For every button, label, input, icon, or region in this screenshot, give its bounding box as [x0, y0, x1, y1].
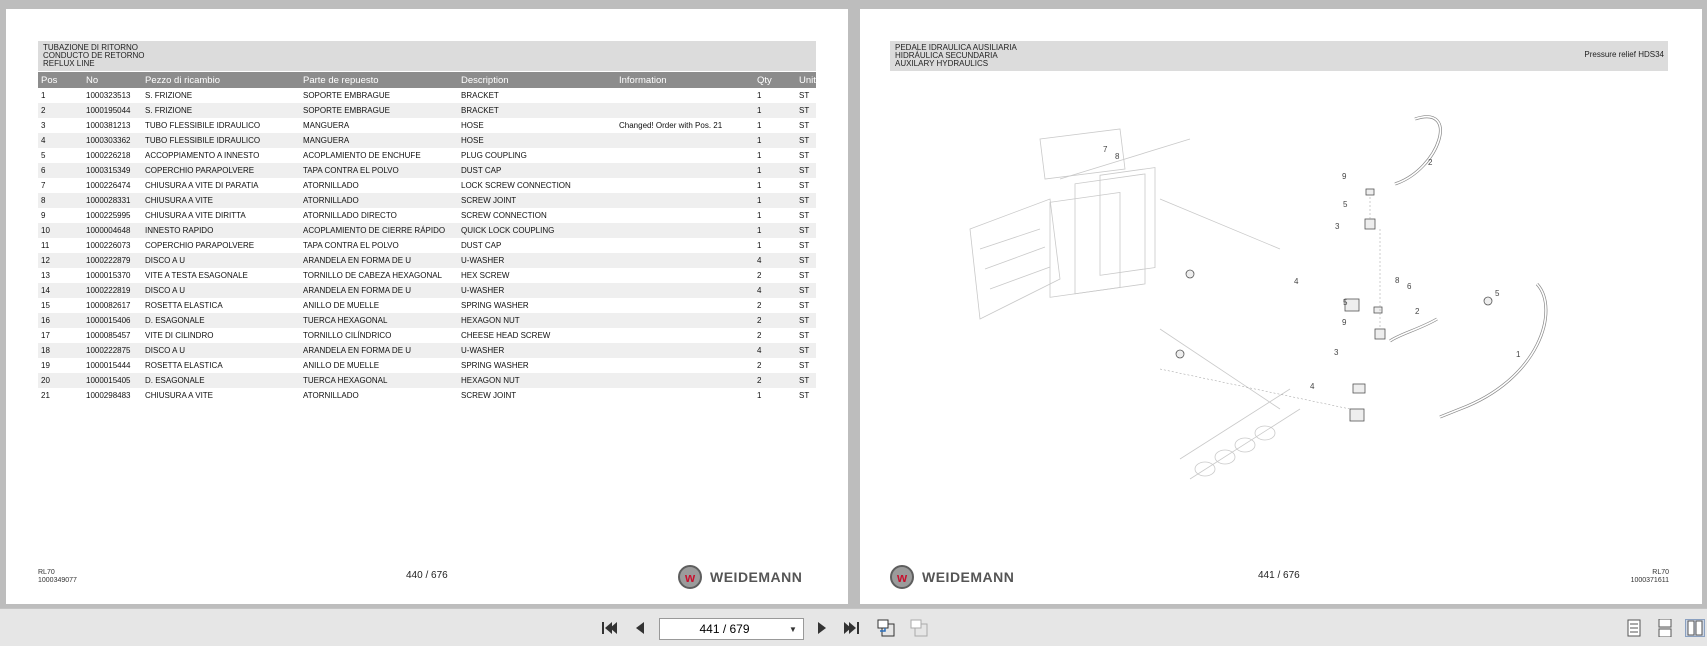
- cell-pos: 18: [38, 343, 83, 358]
- cell-en: SCREW JOINT: [461, 391, 517, 400]
- table-row: [38, 118, 816, 133]
- left-weidemann-logo: [678, 565, 802, 589]
- cell-unit: ST: [799, 331, 810, 340]
- cell-pos: 9: [41, 211, 46, 220]
- cell-unit: ST: [796, 313, 816, 328]
- diagram-hoses: [1390, 117, 1546, 417]
- col-qty: Qty: [754, 72, 796, 88]
- cell-en: QUICK LOCK COUPLING: [458, 223, 616, 238]
- cell-es: ANILLO DE MUELLE: [303, 301, 380, 310]
- cell-info: [616, 193, 754, 208]
- cell-en: CHEESE HEAD SCREW: [461, 331, 551, 340]
- continuous-view-button[interactable]: [1655, 619, 1675, 637]
- cell-pos: 3: [41, 121, 46, 130]
- cell-qty: 2: [754, 373, 796, 388]
- cell-pos: 8: [38, 193, 83, 208]
- callout-8b: 8: [1395, 276, 1400, 285]
- cell-info: [616, 238, 754, 253]
- cell-it: DISCO A U: [142, 283, 300, 298]
- right-page: [860, 9, 1702, 604]
- cell-unit: ST: [799, 241, 810, 250]
- table-row: [38, 88, 816, 103]
- table-row: [38, 388, 816, 403]
- two-page-view-button[interactable]: [1685, 619, 1705, 637]
- callout-4b: 4: [1310, 382, 1315, 391]
- current-page-value: 441 / 679: [699, 622, 750, 636]
- cell-en: BRACKET: [458, 103, 616, 118]
- cell-unit: ST: [799, 121, 810, 130]
- right-footer-number: 1000371611: [1630, 577, 1669, 584]
- cell-pos: 13: [41, 271, 50, 280]
- cell-en: LOCK SCREW CONNECTION: [461, 181, 571, 190]
- cell-qty: 1: [757, 151, 762, 160]
- col-unit: Unit: [796, 72, 816, 88]
- callout-5b: 5: [1495, 289, 1500, 298]
- table-row: [38, 103, 816, 118]
- brand-name: WEIDEMANN: [922, 569, 1015, 585]
- cell-en: HEXAGON NUT: [458, 373, 616, 388]
- cell-en: U-WASHER: [458, 283, 616, 298]
- cell-no: 1000222819: [83, 283, 142, 298]
- cell-unit: ST: [799, 271, 810, 280]
- cell-it: S. FRIZIONE: [142, 103, 300, 118]
- brand-name: WEIDEMANN: [710, 569, 803, 585]
- cell-es: ATORNILLADO: [300, 193, 458, 208]
- table-row: [38, 253, 816, 268]
- cell-it: CHIUSURA A VITE: [145, 391, 214, 400]
- cell-qty: 4: [754, 283, 796, 298]
- cell-info: [616, 88, 754, 103]
- left-footer-model: RL70: [38, 569, 55, 576]
- cell-es: ATORNILLADO: [303, 181, 359, 190]
- viewer-toolbar: [0, 608, 1707, 646]
- callout-6: 6: [1407, 282, 1412, 291]
- cell-es: ARANDELA EN FORMA DE U: [300, 283, 458, 298]
- cell-no: 1000222879: [83, 253, 142, 268]
- cell-no: 1000323513: [86, 91, 131, 100]
- cell-pos: 7: [41, 181, 46, 190]
- table-row: [38, 313, 816, 328]
- cell-en: HOSE: [461, 121, 484, 130]
- callout-5: 5: [1343, 200, 1348, 209]
- single-page-icon: [1626, 619, 1642, 637]
- col-pos: Pos: [38, 72, 83, 88]
- header-line-es: CONDUCTO DE RETORNO: [43, 51, 145, 60]
- parts-table-body: [38, 88, 816, 403]
- cell-es: TAPA CONTRA EL POLVO: [303, 241, 399, 250]
- header-line-en: REFLUX LINE: [43, 59, 95, 68]
- callout-8: 8: [1115, 152, 1120, 161]
- next-page-button[interactable]: [812, 619, 832, 637]
- cell-es: SOPORTE EMBRAGUE: [300, 103, 458, 118]
- cell-qty: 2: [757, 301, 762, 310]
- cell-qty: 2: [757, 331, 762, 340]
- continuous-page-icon: [1657, 619, 1673, 637]
- callout-1: 1: [1516, 350, 1521, 359]
- cell-info: [616, 223, 754, 238]
- right-footer-code: [1631, 569, 1669, 585]
- cell-info: [616, 283, 754, 298]
- cell-es: ANILLO DE MUELLE: [303, 361, 380, 370]
- chevron-down-icon[interactable]: ▼: [789, 624, 797, 634]
- cell-es: TUERCA HEXAGONAL: [300, 373, 458, 388]
- table-row: [38, 148, 816, 163]
- cell-unit: ST: [796, 133, 816, 148]
- callout-3b: 3: [1334, 348, 1339, 357]
- table-row: [38, 238, 816, 253]
- right-page-number: 441 / 676: [1258, 570, 1300, 581]
- cell-qty: 2: [757, 361, 762, 370]
- table-row: [38, 328, 816, 343]
- table-row: [38, 373, 816, 388]
- cell-qty: 1: [754, 193, 796, 208]
- cell-pos: 4: [38, 133, 83, 148]
- cell-en: SPRING WASHER: [461, 361, 529, 370]
- left-page: [6, 9, 848, 604]
- table-row: [38, 208, 816, 223]
- cell-qty: 4: [754, 253, 796, 268]
- parts-table-header: [38, 72, 816, 88]
- cell-qty: 1: [754, 223, 796, 238]
- cell-unit: ST: [799, 361, 810, 370]
- cell-unit: ST: [799, 151, 810, 160]
- cell-info: Changed! Order with Pos. 21: [619, 121, 723, 130]
- cell-qty: 1: [757, 91, 762, 100]
- exploded-parts-diagram: [860, 79, 1702, 539]
- cell-pos: 1: [41, 91, 46, 100]
- cell-it: DISCO A U: [142, 343, 300, 358]
- cell-pos: 12: [38, 253, 83, 268]
- cell-pos: 20: [38, 373, 83, 388]
- table-row: [38, 298, 816, 313]
- cell-it: D. ESAGONALE: [142, 373, 300, 388]
- cell-en: SCREW CONNECTION: [461, 211, 547, 220]
- cell-it: D. ESAGONALE: [142, 313, 300, 328]
- cell-info: [616, 268, 754, 283]
- cell-en: U-WASHER: [458, 253, 616, 268]
- cell-en: DUST CAP: [458, 163, 616, 178]
- cell-en: DUST CAP: [461, 241, 502, 250]
- last-page-icon: [843, 620, 861, 636]
- cell-qty: 1: [757, 211, 762, 220]
- cell-en: BRACKET: [461, 91, 499, 100]
- weidemann-emblem-icon: w: [890, 565, 914, 589]
- table-row: [38, 178, 816, 193]
- cell-it: VITE A TESTA ESAGONALE: [145, 271, 248, 280]
- callout-9b: 9: [1342, 318, 1347, 327]
- cell-pos: 16: [38, 313, 83, 328]
- cell-qty: 1: [754, 163, 796, 178]
- cell-it: DISCO A U: [142, 253, 300, 268]
- cell-es: ACOPLAMIENTO DE ENCHUFE: [303, 151, 421, 160]
- cell-no: 1000195044: [83, 103, 142, 118]
- callout-7: 7: [1103, 145, 1108, 154]
- cell-qty: 2: [754, 313, 796, 328]
- cell-info: [616, 103, 754, 118]
- cell-es: TUERCA HEXAGONAL: [300, 313, 458, 328]
- cell-qty: 2: [757, 271, 762, 280]
- cell-es: TORNILLO DE CABEZA HEXAGONAL: [303, 271, 443, 280]
- cell-en: PLUG COUPLING: [461, 151, 527, 160]
- cell-it: CHIUSURA A VITE DIRITTA: [145, 211, 246, 220]
- cell-it: TUBO FLESSIBILE IDRAULICO: [142, 133, 300, 148]
- left-page-number: 440 / 676: [406, 570, 448, 581]
- cell-en: U-WASHER: [458, 343, 616, 358]
- cell-unit: ST: [796, 163, 816, 178]
- cell-en: SCREW JOINT: [458, 193, 616, 208]
- cell-es: ARANDELA EN FORMA DE U: [300, 343, 458, 358]
- callout-3: 3: [1335, 222, 1340, 231]
- cell-pos: 15: [41, 301, 50, 310]
- cell-info: [616, 313, 754, 328]
- last-page-button[interactable]: [842, 619, 862, 637]
- cell-pos: 10: [38, 223, 83, 238]
- table-row: [38, 133, 816, 148]
- cell-es: MANGUERA: [303, 121, 350, 130]
- cell-unit: ST: [796, 103, 816, 118]
- left-footer-number: 1000349077: [38, 577, 77, 584]
- cell-no: 1000015370: [86, 271, 131, 280]
- cell-unit: ST: [799, 391, 810, 400]
- cell-qty: 1: [754, 103, 796, 118]
- forward-view-icon: [909, 619, 929, 637]
- cell-info: [616, 343, 754, 358]
- cell-no: 1000226073: [86, 241, 131, 250]
- cell-no: 1000082617: [86, 301, 131, 310]
- diagram-fittings: [1176, 189, 1492, 421]
- cell-info: [616, 328, 754, 343]
- header-line-it: TUBAZIONE DI RITORNO: [43, 43, 138, 52]
- cell-info: [616, 208, 754, 223]
- cell-it: COPERCHIO PARAPOLVERE: [145, 241, 255, 250]
- cell-no: 1000381213: [86, 121, 131, 130]
- cell-unit: ST: [796, 373, 816, 388]
- cell-qty: 1: [757, 241, 762, 250]
- back-view-button[interactable]: [876, 619, 896, 637]
- table-row: [38, 163, 816, 178]
- cell-pos: 6: [38, 163, 83, 178]
- cell-unit: ST: [796, 283, 816, 298]
- cell-qty: 1: [757, 391, 762, 400]
- callout-2: 2: [1428, 158, 1433, 167]
- cell-unit: ST: [799, 91, 810, 100]
- cell-en: HOSE: [458, 133, 616, 148]
- prev-page-icon: [633, 620, 647, 636]
- cell-it: COPERCHIO PARAPOLVERE: [142, 163, 300, 178]
- col-en: Description: [458, 72, 616, 88]
- prev-page-button[interactable]: [630, 619, 650, 637]
- cell-no: 1000015444: [86, 361, 131, 370]
- callout-5c: 5: [1343, 298, 1348, 307]
- table-row: [38, 268, 816, 283]
- col-es: Parte de repuesto: [300, 72, 458, 88]
- cell-es: SOPORTE EMBRAGUE: [303, 91, 390, 100]
- cell-info: [616, 133, 754, 148]
- cell-qty: 1: [757, 181, 762, 190]
- cell-unit: ST: [796, 343, 816, 358]
- header-line-es: HIDRÁULICA SECUNDARIA: [895, 51, 998, 60]
- cell-es: TORNILLO CILÍNDRICO: [303, 331, 392, 340]
- forward-view-button[interactable]: [909, 619, 929, 637]
- cell-no: 1000226218: [86, 151, 131, 160]
- cell-it: ACCOPPIAMENTO A INNESTO: [145, 151, 260, 160]
- cell-es: ATORNILLADO DIRECTO: [303, 211, 397, 220]
- cell-no: 1000225995: [86, 211, 131, 220]
- cell-en: HEXAGON NUT: [458, 313, 616, 328]
- col-info: Information: [616, 72, 754, 88]
- cell-pos: 11: [41, 241, 50, 250]
- cell-unit: ST: [799, 181, 810, 190]
- cell-info: [616, 358, 754, 373]
- cell-pos: 17: [41, 331, 50, 340]
- header-line-it: PEDALE IDRAULICA AUSILIARIA: [895, 43, 1017, 52]
- cell-it: CHIUSURA A VITE DI PARATIA: [145, 181, 259, 190]
- cell-unit: ST: [799, 211, 810, 220]
- diagram-callouts: [1103, 145, 1521, 391]
- table-row: [38, 193, 816, 208]
- cell-no: 1000315349: [83, 163, 142, 178]
- table-row: [38, 223, 816, 238]
- cell-es: ATORNILLADO: [303, 391, 359, 400]
- cell-no: 1000226474: [86, 181, 131, 190]
- cell-qty: 1: [754, 133, 796, 148]
- cell-es: TAPA CONTRA EL POLVO: [300, 163, 458, 178]
- cell-pos: 14: [38, 283, 83, 298]
- parts-table: [38, 72, 816, 403]
- cell-unit: ST: [796, 223, 816, 238]
- cell-qty: 4: [754, 343, 796, 358]
- cell-pos: 2: [38, 103, 83, 118]
- cell-pos: 21: [41, 391, 50, 400]
- right-page-header: [890, 41, 1668, 71]
- cell-es: ARANDELA EN FORMA DE U: [300, 253, 458, 268]
- cell-info: [616, 373, 754, 388]
- two-page-icon: [1687, 620, 1703, 636]
- cell-no: 1000028331: [83, 193, 142, 208]
- left-footer-code: [38, 569, 77, 585]
- cell-info: [616, 298, 754, 313]
- cell-unit: ST: [796, 193, 816, 208]
- left-page-header: [38, 41, 816, 71]
- cell-it: ROSETTA ELASTICA: [145, 301, 223, 310]
- cell-no: 1000222875: [83, 343, 142, 358]
- cell-info: [616, 388, 754, 403]
- cell-en: SPRING WASHER: [461, 301, 529, 310]
- cell-info: [616, 253, 754, 268]
- cell-it: INNESTO RAPIDO: [142, 223, 300, 238]
- cell-qty: 1: [757, 121, 762, 130]
- right-weidemann-logo: [890, 565, 1014, 589]
- cell-unit: ST: [796, 253, 816, 268]
- cell-info: [616, 148, 754, 163]
- cell-en: HEX SCREW: [461, 271, 510, 280]
- cell-es: ACOPLAMIENTO DE CIERRE RÁPIDO: [300, 223, 458, 238]
- cell-no: 1000015406: [83, 313, 142, 328]
- cell-info: [616, 163, 754, 178]
- cell-pos: 19: [41, 361, 50, 370]
- col-no: No: [83, 72, 142, 88]
- single-page-view-button[interactable]: [1624, 619, 1644, 637]
- next-page-icon: [815, 620, 829, 636]
- cell-pos: 5: [41, 151, 46, 160]
- cell-no: 1000298483: [86, 391, 131, 400]
- table-row: [38, 358, 816, 373]
- cell-no: 1000015405: [83, 373, 142, 388]
- weidemann-emblem-icon: w: [678, 565, 702, 589]
- first-page-button[interactable]: [599, 619, 619, 637]
- cell-no: 1000303362: [83, 133, 142, 148]
- cell-it: S. FRIZIONE: [145, 91, 193, 100]
- back-view-icon: [876, 619, 896, 637]
- diagram-faint-machinery: [970, 129, 1300, 479]
- callout-9: 9: [1342, 172, 1347, 181]
- callout-4: 4: [1294, 277, 1299, 286]
- cell-no: 1000085457: [86, 331, 131, 340]
- first-page-icon: [600, 620, 618, 636]
- callout-2b: 2: [1415, 307, 1420, 316]
- right-footer-model: RL70: [1652, 569, 1669, 576]
- col-it: Pezzo di ricambio: [142, 72, 300, 88]
- cell-it: ROSETTA ELASTICA: [145, 361, 223, 370]
- table-row: [38, 343, 816, 358]
- cell-info: [616, 178, 754, 193]
- page-number-input[interactable]: [659, 618, 804, 640]
- cell-es: MANGUERA: [300, 133, 458, 148]
- cell-it: CHIUSURA A VITE: [142, 193, 300, 208]
- table-row: [38, 283, 816, 298]
- cell-no: 1000004648: [83, 223, 142, 238]
- cell-it: VITE DI CILINDRO: [145, 331, 214, 340]
- cell-it: TUBO FLESSIBILE IDRAULICO: [145, 121, 261, 130]
- cell-unit: ST: [799, 301, 810, 310]
- header-note: Pressure relief HDS34: [1584, 50, 1664, 59]
- header-line-en: AUXILARY HYDRAULICS: [895, 59, 989, 68]
